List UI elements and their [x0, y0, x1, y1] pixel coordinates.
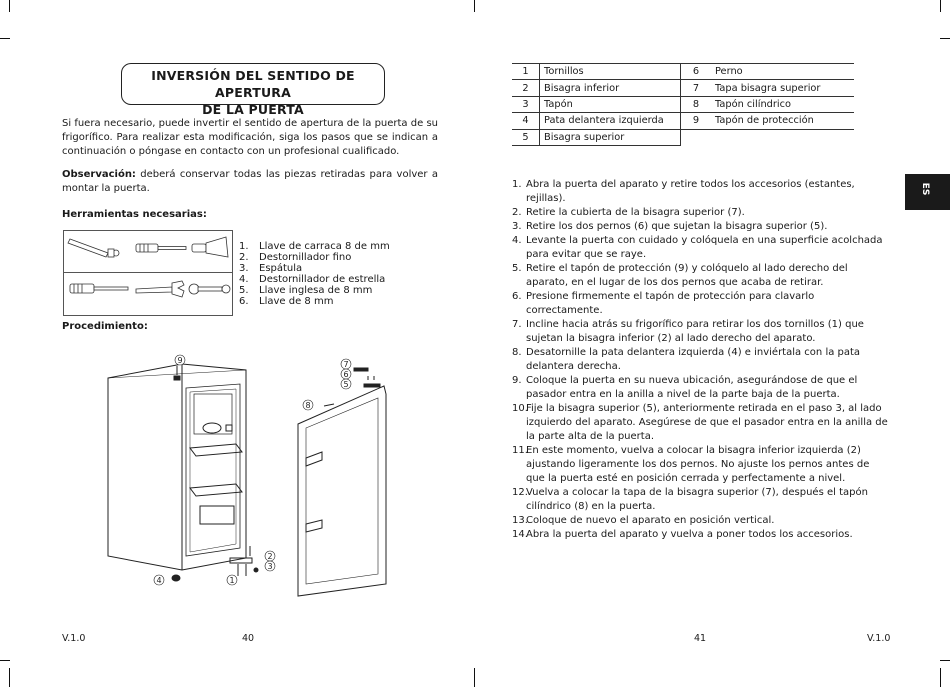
svg-text:4: 4: [156, 576, 162, 585]
list-item: 12. Vuelva a colocar la tapa de la bisagra superior (7), después el tapón cilíndrico (8) en la puerta.: [512, 487, 868, 512]
list-item: 10. Fije la bisagra superior (5), anteriormente retirada en el paso 3, al lado izquierdo del aparato. Asegúrese de que el pasador entra en la anilla de la parte alta de la puerta.: [512, 403, 888, 442]
crop-mark: [940, 668, 941, 687]
title-line-2: DE LA PUERTA: [202, 102, 304, 117]
callout-2: [265, 551, 275, 561]
page-title: [121, 67, 385, 118]
version-left: V.1.0: [62, 633, 86, 644]
procedure-steps: [512, 178, 888, 542]
flat-screwdriver-icon: [136, 244, 186, 252]
callout-3: [265, 561, 275, 571]
crop-mark: [0, 660, 10, 661]
list-item: 3. Retire los dos pernos (6) que sujetan la bisagra superior (5).: [512, 221, 828, 232]
note-text: deberá conservar todas las piezas retiradas para volver a montar la puerta.: [62, 169, 438, 194]
table-row: 3 Tapón 8 Tapón cilíndrico: [512, 96, 854, 112]
callout-4: [154, 575, 164, 585]
page-number-right: 41: [694, 633, 707, 644]
svg-text:8: 8: [305, 401, 311, 410]
callout-1: [227, 575, 237, 585]
list-item: 2. Retire la cubierta de la bisagra superior (7).: [512, 207, 745, 218]
crop-mark: [940, 38, 950, 39]
crop-mark: [474, 0, 475, 12]
crop-mark: [9, 0, 10, 12]
fridge-diagram: [100, 348, 400, 598]
callout-7: [341, 359, 351, 369]
list-item: 4. Levante la puerta con cuidado y colóquela en una superficie acolchada para evitar que se raye.: [512, 235, 883, 260]
svg-text:7: 7: [343, 360, 349, 369]
list-item: 2. Destornillador fino: [239, 252, 352, 263]
tools-heading: Herramientas necesarias:: [62, 209, 207, 220]
crop-mark: [474, 668, 475, 687]
list-item: 11. En este momento, vuelva a colocar la bisagra inferior izquierda (2) ajustando ligeramente los dos pernos. No ajuste los pernos antes de que la puerta esté en posición cerrada y perfectamente a nivel.: [512, 445, 870, 484]
table-row: 2 Bisagra inferior 7 Tapa bisagra superior: [512, 80, 854, 96]
tools-illustration: [63, 230, 233, 316]
spatula-icon: [192, 237, 228, 257]
language-tab: [905, 174, 950, 210]
crop-mark: [9, 668, 10, 687]
phillips-screwdriver-icon: [70, 284, 128, 293]
language-tab-label: ES: [920, 182, 930, 196]
spanner-icon: [189, 284, 230, 294]
list-item: 8. Desatornille la pata delantera izquierda (4) e inviértala con la pata delantera derecha.: [512, 347, 861, 372]
svg-text:5: 5: [343, 380, 349, 389]
intro-paragraph: Si fuera necesario, puede invertir el sentido de apertura de la puerta de su frigorífico. Para realizar esta modificación, siga los pasos que se indican a continuación o póngase en contacto con un profesional cualificado.: [62, 118, 438, 157]
callout-5: [341, 379, 351, 389]
version-right: V.1.0: [867, 633, 891, 644]
parts-table: [512, 63, 854, 146]
list-item: 6. Presione firmemente el tapón de protección para clavarlo correctamente.: [512, 291, 815, 316]
crop-mark: [0, 38, 10, 39]
list-item: 5. Retire el tapón de protección (9) y colóquelo al lado derecho del aparato, en el lugar de los dos pernos que acaba de retirar.: [512, 263, 848, 288]
svg-text:2: 2: [267, 552, 273, 561]
svg-text:6: 6: [343, 370, 349, 379]
table-row: 5 Bisagra superior: [512, 129, 854, 145]
svg-text:3: 3: [267, 562, 273, 571]
table-row: 1 Tornillos 6 Perno: [512, 64, 854, 80]
adjustable-wrench-icon: [136, 281, 184, 297]
table-row: 4 Pata delantera izquierda 9 Tapón de protección: [512, 113, 854, 129]
svg-text:1: 1: [229, 576, 235, 585]
list-item: 6. Llave de 8 mm: [239, 296, 334, 307]
svg-text:9: 9: [177, 356, 183, 365]
list-item: 3. Espátula: [239, 263, 303, 274]
list-item: 1. Abra la puerta del aparato y retire todos los accesorios (estantes, rejillas).: [512, 179, 855, 204]
callout-9: [175, 355, 185, 365]
crop-mark: [940, 0, 941, 12]
crop-mark: [940, 660, 950, 661]
tools-list: [239, 241, 390, 307]
list-item: 13. Coloque de nuevo el aparato en posición vertical.: [512, 515, 775, 526]
list-item: 5. Llave inglesa de 8 mm: [239, 285, 373, 296]
callout-8: [303, 400, 313, 410]
page-number-left: 40: [242, 633, 255, 644]
list-item: 1. Llave de carraca 8 de mm: [239, 241, 390, 252]
ratchet-wrench-icon: [68, 239, 119, 257]
list-item: 14. Abra la puerta del aparato y vuelva a poner todos los accesorios.: [512, 529, 853, 540]
note-paragraph: [62, 168, 438, 196]
procedure-heading: Procedimiento:: [62, 321, 148, 332]
list-item: 4. Destornillador de estrella: [239, 274, 386, 285]
callout-6: [341, 369, 351, 379]
note-label: Observación:: [62, 169, 136, 180]
list-item: 9. Coloque la puerta en su nueva ubicación, asegurándose de que el pasador entra en la anilla a nivel de la parte baja de la puerta.: [512, 375, 858, 400]
list-item: 7. Incline hacia atrás su frigorífico para retirar los dos tornillos (1) que sujetan la bisagra inferior (2) al lado derecho del aparato.: [512, 319, 864, 344]
title-line-1: INVERSIÓN DEL SENTIDO DE APERTURA: [151, 68, 355, 100]
